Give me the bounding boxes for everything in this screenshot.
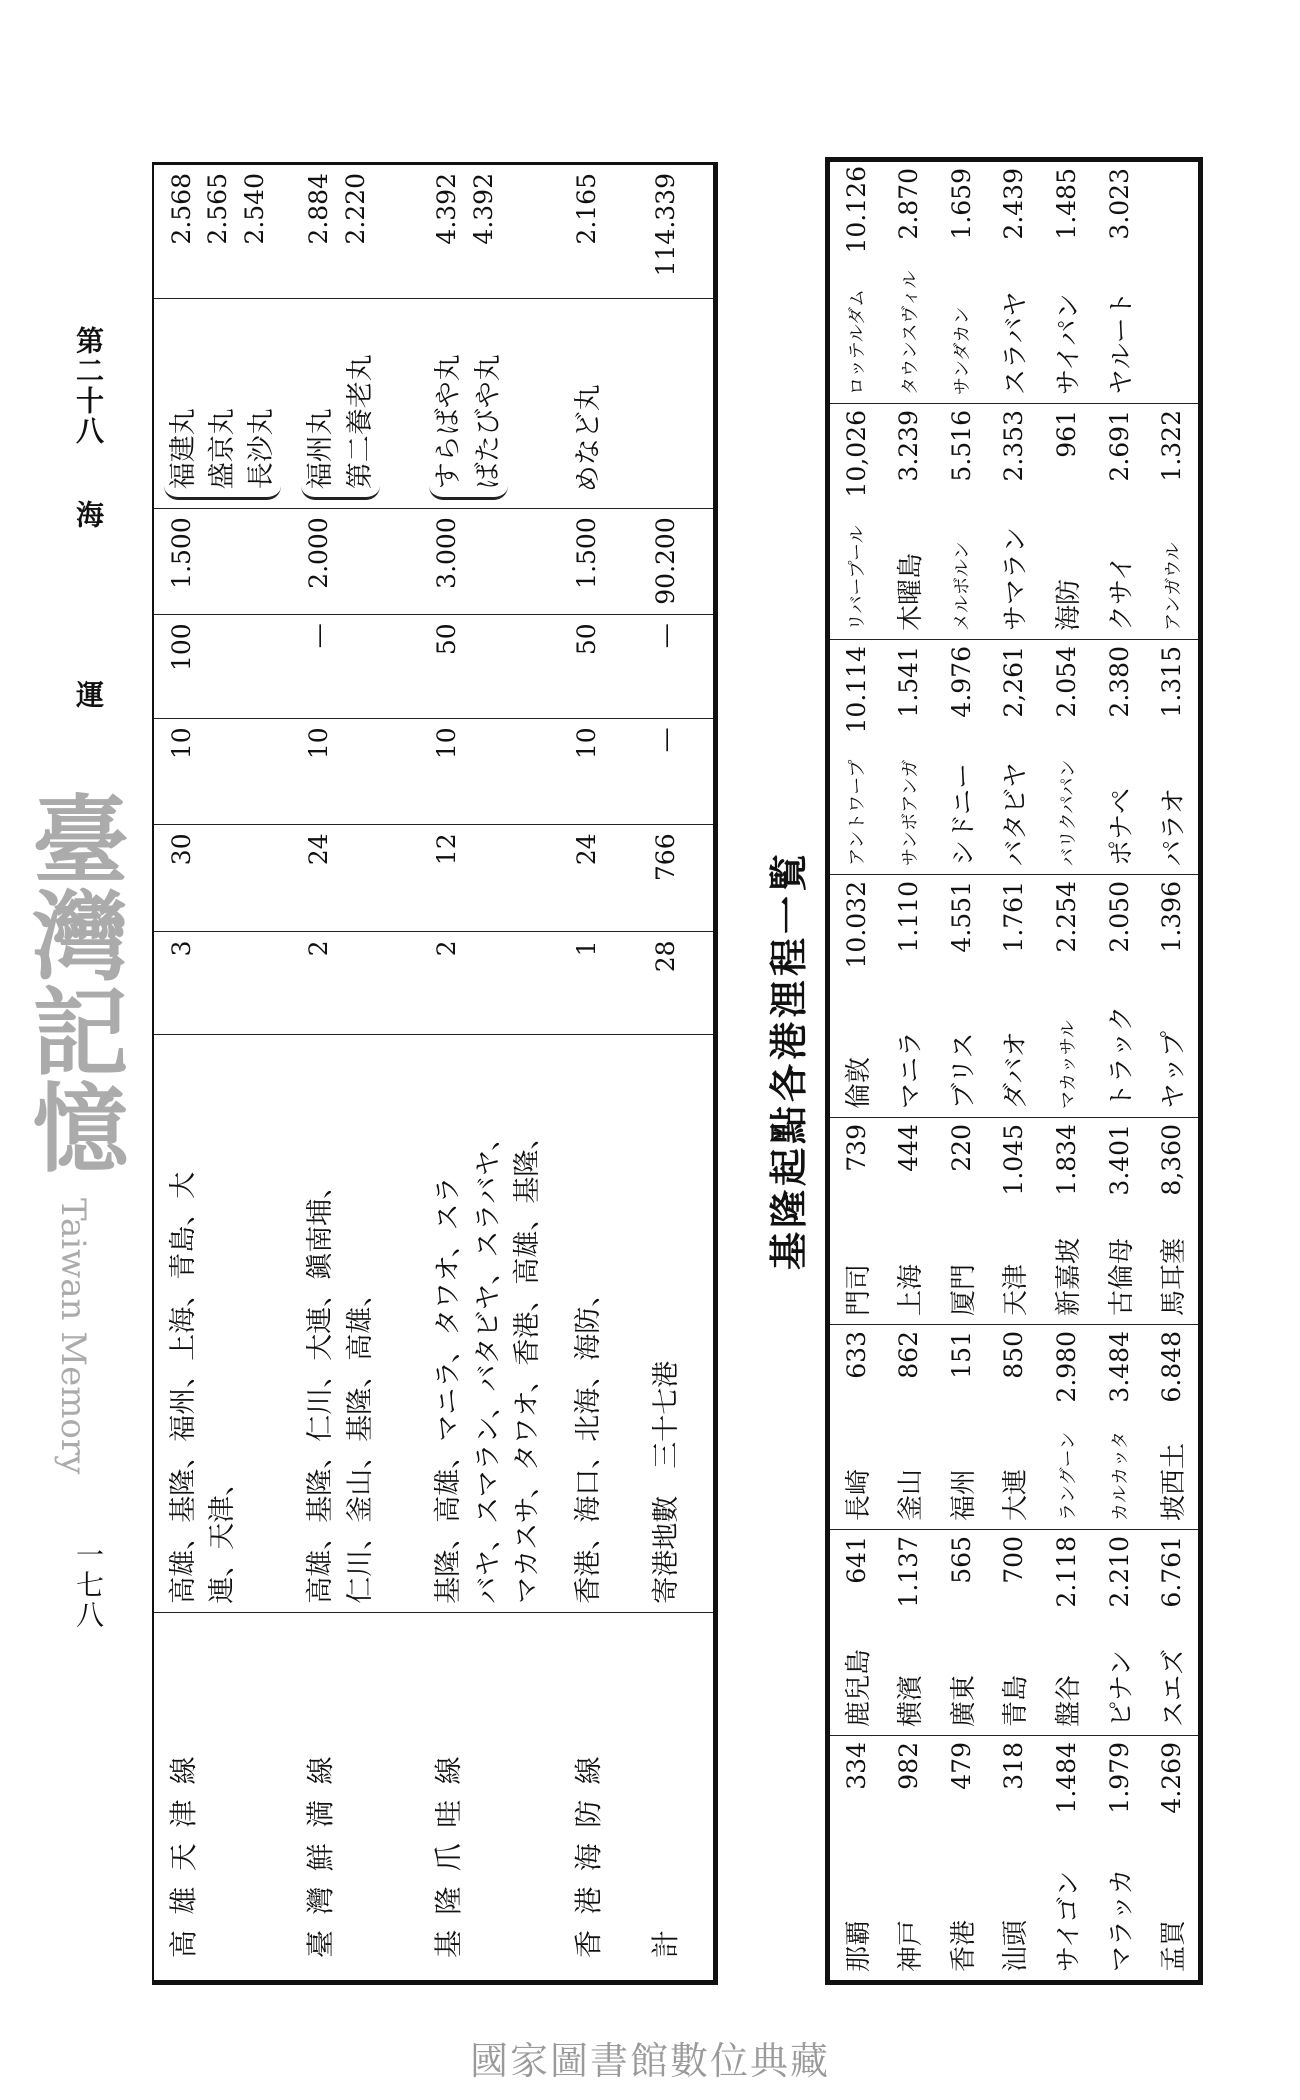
ports-line: 高雄、基隆、仁川、大連、鎭南埔、 [305, 1171, 337, 1604]
port-name: クサイ [1093, 512, 1146, 640]
route-name: 基隆爪哇線 [432, 1740, 466, 1958]
port-distance: 1.485 [1052, 168, 1082, 240]
port-name: シドニー [935, 740, 988, 875]
tonnage-value: 2.220 [340, 173, 370, 245]
port-distance: 8,360 [1157, 1124, 1187, 1196]
page-number: 一七八 [72, 1540, 105, 1630]
port-name: 木曜島 [883, 512, 936, 640]
port-name: リバープール [828, 512, 883, 640]
port-name: アントワープ [828, 740, 883, 875]
ports-line: 香港、海口、北海、海防、 [573, 1279, 605, 1604]
port-name: 長崎 [828, 1415, 883, 1530]
port-distance: 4.269 [1157, 1742, 1187, 1814]
route-value-c3: 10 [153, 719, 291, 825]
route-ships [291, 299, 419, 509]
port-name: ピナン [1093, 1630, 1146, 1736]
route-value-c2: 24 [291, 825, 419, 932]
route-value-c3: 10 [419, 719, 559, 825]
port-distance: 220 [946, 1124, 976, 1172]
port-distance: 10,026 [841, 410, 871, 498]
port-name: 那覇 [843, 1919, 874, 1972]
route-value-c4: 100 [153, 615, 291, 719]
port-distance: 3.401 [1104, 1124, 1134, 1196]
ship-name: 第二養老丸 [344, 354, 376, 490]
port-distance: 2,261 [999, 646, 1029, 718]
port-name: バリクパパン [1040, 740, 1093, 875]
watermark-subtext: Taiwan Memory [53, 1198, 93, 1475]
route-row [559, 164, 620, 1983]
port-name: 天津 [988, 1225, 1041, 1325]
port-name: タウンスヴィル [883, 260, 936, 404]
port-distance: 5.516 [946, 410, 976, 482]
route-value-c5: 1.500 [559, 509, 620, 615]
ship-name: ばたびや丸 [472, 354, 504, 490]
port-name: サイゴン [1054, 1870, 1085, 1972]
port-distance: 10.126 [841, 166, 871, 254]
route-ships [419, 299, 559, 509]
port-distance: 641 [841, 1536, 871, 1584]
distance-row [1040, 160, 1093, 1983]
ship-name: すらばや丸 [433, 354, 465, 490]
total-tonnage: 114.339 [620, 164, 715, 299]
port-distance: 334 [841, 1742, 871, 1790]
ship-name: 盛京丸 [207, 408, 239, 490]
distance-table-title: 基隆起點各港浬程一覧 [766, 850, 811, 1271]
route-value-c4: 50 [419, 615, 559, 719]
watermark-text: 臺灣記憶 [17, 790, 130, 1174]
ports-line: 連、天津、 [207, 1468, 239, 1604]
total-ports: 寄港地數 三十七港 [620, 1035, 715, 1612]
watermark-logo [18, 790, 128, 1474]
port-name: サイパン [1040, 260, 1093, 404]
section-heading-char-2: 運 [72, 680, 105, 710]
shipping-routes-table [152, 162, 718, 1985]
route-value-c5: 3.000 [419, 509, 559, 615]
route-ships [559, 299, 620, 509]
port-name: 海防 [1040, 512, 1093, 640]
route-ships [153, 299, 291, 509]
port-distance: 2.254 [1052, 881, 1082, 953]
port-distance: 2.691 [1104, 410, 1134, 482]
tonnage-list [429, 173, 502, 290]
port-name: 福州 [935, 1415, 988, 1530]
port-name: 盤谷 [1040, 1630, 1093, 1736]
total-value-c5: 90.200 [620, 509, 715, 615]
ship-name: 福州丸 [305, 408, 337, 490]
total-value-c4: — [620, 615, 715, 719]
route-value-c5: 2.000 [291, 509, 419, 615]
port-name: サマラン [988, 512, 1041, 640]
distance-row [883, 160, 936, 1983]
port-distance: 633 [841, 1331, 871, 1379]
port-distance: 1.396 [1157, 881, 1187, 953]
section-heading-char-1: 海 [72, 500, 105, 530]
tonnage-list [301, 173, 374, 290]
total-value-c1: 28 [620, 932, 715, 1035]
tonnage-value: 2.884 [304, 173, 334, 245]
port-distance: 2.050 [1104, 881, 1134, 953]
ports-line: バヤ、スマラン、バタビヤ、スラバヤ、 [472, 1123, 504, 1604]
port-distance: 2.353 [999, 410, 1029, 482]
route-name: 香港海防線 [572, 1740, 606, 1958]
total-label: 計 [649, 1914, 683, 1958]
port-distance: 479 [946, 1742, 976, 1790]
port-distance: 1.761 [999, 881, 1029, 953]
route-ports [153, 1035, 291, 1612]
port-name: 青島 [988, 1630, 1041, 1736]
tonnage-value: 2.540 [239, 173, 269, 245]
ship-group [164, 307, 281, 500]
port-name: 香港 [948, 1919, 979, 1972]
ship-group [569, 307, 608, 500]
route-value-c1: 2 [419, 932, 559, 1035]
port-name: サンダカン [935, 260, 988, 404]
port-distance: 2.118 [1052, 1536, 1082, 1608]
port-distance: 10.114 [841, 646, 871, 734]
port-name: カルカッタ [1093, 1415, 1146, 1530]
port-distance: 2.054 [1052, 646, 1082, 718]
port-name: ポナペ [1093, 740, 1146, 875]
port-distance: 444 [894, 1124, 924, 1172]
rotated-page-content [140, 120, 1280, 2000]
route-value-c3: 10 [291, 719, 419, 825]
port-distance: 3.023 [1104, 168, 1134, 240]
route-value-c4: 50 [559, 615, 620, 719]
port-name: アンガウル [1145, 512, 1200, 640]
port-distance: 2.870 [894, 168, 924, 240]
route-row [291, 164, 419, 1983]
ship-name: 福建丸 [168, 408, 199, 490]
tonnage-value: 4.392 [432, 173, 462, 245]
port-name: マカッサル [1040, 990, 1093, 1118]
port-distance: 3.484 [1104, 1331, 1134, 1403]
port-distance: 1.541 [894, 646, 924, 718]
ship-group [429, 307, 507, 500]
total-ships [620, 299, 715, 509]
route-value-c1: 3 [153, 932, 291, 1035]
route-value-c2: 24 [559, 825, 620, 932]
route-value-c1: 2 [291, 932, 419, 1035]
port-distance: 1.322 [1157, 410, 1187, 482]
port-name: 鹿兒島 [828, 1630, 883, 1736]
route-tonnage [559, 164, 620, 299]
port-name: トラック [1093, 990, 1146, 1118]
route-value-c2: 30 [153, 825, 291, 932]
route-row [419, 164, 559, 1983]
ship-name: 長沙丸 [246, 408, 278, 490]
port-name: ヤルート [1093, 260, 1146, 404]
route-value-c3: 10 [559, 719, 620, 825]
tonnage-value: 2.565 [203, 173, 233, 245]
port-distance: 4.976 [946, 646, 976, 718]
port-distance: 2.380 [1104, 646, 1134, 718]
ports-line: 基隆、高雄、マニラ、タワオ、スラ [433, 1176, 465, 1604]
route-ports [419, 1035, 559, 1612]
port-distance: 565 [946, 1536, 976, 1584]
tonnage-value: 4.392 [468, 173, 498, 245]
chapter-heading: 第二十八 [72, 326, 105, 446]
distance-row [1145, 160, 1200, 1983]
port-name: 孟買 [1159, 1919, 1190, 1972]
port-name: 大連 [988, 1415, 1041, 1530]
port-name [1145, 260, 1200, 404]
port-name: 厦門 [935, 1225, 988, 1325]
port-name: ブリス [935, 990, 988, 1118]
route-name: 高雄天津線 [167, 1740, 200, 1958]
distance-row [1093, 160, 1146, 1983]
route-value-c5: 1.500 [153, 509, 291, 615]
route-tonnage [291, 164, 419, 299]
port-distance: 700 [999, 1536, 1029, 1584]
distance-row [935, 160, 988, 1983]
tonnage-value: 2.165 [572, 173, 602, 245]
total-value-c3: — [620, 719, 715, 825]
route-tonnage [153, 164, 291, 299]
port-distance: 2.210 [1104, 1536, 1134, 1608]
route-ports [291, 1035, 419, 1612]
port-distance: 6.848 [1157, 1331, 1187, 1403]
port-name: メルボルン [935, 512, 988, 640]
tonnage-value: 2.568 [167, 173, 196, 245]
port-name: ロッテルダム [828, 260, 883, 404]
route-row [153, 164, 291, 1983]
route-value-c1: 1 [559, 932, 620, 1035]
distance-row [988, 160, 1041, 1983]
port-distance: 151 [946, 1331, 976, 1379]
port-name: 古倫母 [1093, 1225, 1146, 1325]
port-distance: 3.239 [894, 410, 924, 482]
port-distance: 318 [999, 1742, 1029, 1790]
port-name: 門司 [828, 1225, 883, 1325]
port-distance: 4.551 [946, 881, 976, 953]
port-distance [1145, 160, 1200, 260]
route-name: 臺灣鮮満線 [304, 1740, 338, 1958]
port-distance: 1.659 [946, 168, 976, 240]
ship-group [301, 307, 379, 500]
port-name: パラオ [1145, 740, 1200, 875]
tonnage-list [569, 173, 605, 290]
port-distance: 1.045 [999, 1124, 1029, 1196]
port-name: スエズ [1145, 1630, 1200, 1736]
port-name: サンボアンガ [883, 740, 936, 875]
port-name: マニラ [883, 990, 936, 1118]
route-value-c4: — [291, 615, 419, 719]
ports-line: 仁川、釜山、基隆、高雄、 [344, 1279, 376, 1604]
distance-row [828, 160, 883, 1983]
port-name: 上海 [883, 1225, 936, 1325]
port-name: 馬耳塞 [1145, 1225, 1200, 1325]
port-distance: 1.979 [1104, 1742, 1134, 1814]
port-name: マラッカ [1106, 1868, 1137, 1972]
ship-name: めなど丸 [573, 384, 605, 493]
port-distance: 961 [1052, 410, 1082, 458]
port-distance: 739 [841, 1124, 871, 1172]
library-footer: 國家圖書館數位典藏 [469, 2039, 830, 2083]
port-name: ラングーン [1040, 1415, 1093, 1530]
port-distance: 1.484 [1052, 1742, 1082, 1814]
port-distance: 850 [999, 1331, 1029, 1379]
port-distance: 2.439 [999, 168, 1029, 240]
total-value-c2: 766 [620, 825, 715, 932]
port-name: ダバオ [988, 990, 1041, 1118]
total-row [620, 164, 715, 1983]
port-distance: 862 [894, 1331, 924, 1379]
port-name: 廣東 [935, 1630, 988, 1736]
port-distance: 982 [894, 1742, 924, 1790]
distance-table [825, 157, 1203, 1985]
route-value-c2: 12 [419, 825, 559, 932]
port-distance: 10.032 [841, 881, 871, 969]
port-name: 坡西土 [1145, 1415, 1200, 1530]
port-distance: 1.834 [1052, 1124, 1082, 1196]
port-name: バタビヤ [988, 740, 1041, 875]
port-name: ヤップ [1145, 990, 1200, 1118]
route-tonnage [419, 164, 559, 299]
port-name: 倫敦 [828, 990, 883, 1118]
tonnage-list [164, 173, 273, 290]
port-distance: 6.761 [1157, 1536, 1187, 1608]
port-name: 神戸 [896, 1919, 927, 1972]
port-name: 横濱 [883, 1630, 936, 1736]
port-name: スラバヤ [988, 260, 1041, 404]
port-name: 新嘉坡 [1040, 1225, 1093, 1325]
route-ports [559, 1035, 620, 1612]
port-name: 汕頭 [1001, 1919, 1032, 1972]
port-name: 釜山 [883, 1415, 936, 1530]
ports-line: マカスサ、タワオ、香港、高雄、基隆、 [511, 1122, 543, 1604]
port-distance: 1.110 [894, 881, 924, 953]
ports-line: 高雄、基隆、福州、上海、青島、大 [168, 1171, 199, 1604]
port-distance: 1.137 [894, 1536, 924, 1608]
port-distance: 1.315 [1157, 646, 1187, 718]
port-distance: 2.980 [1052, 1331, 1082, 1403]
